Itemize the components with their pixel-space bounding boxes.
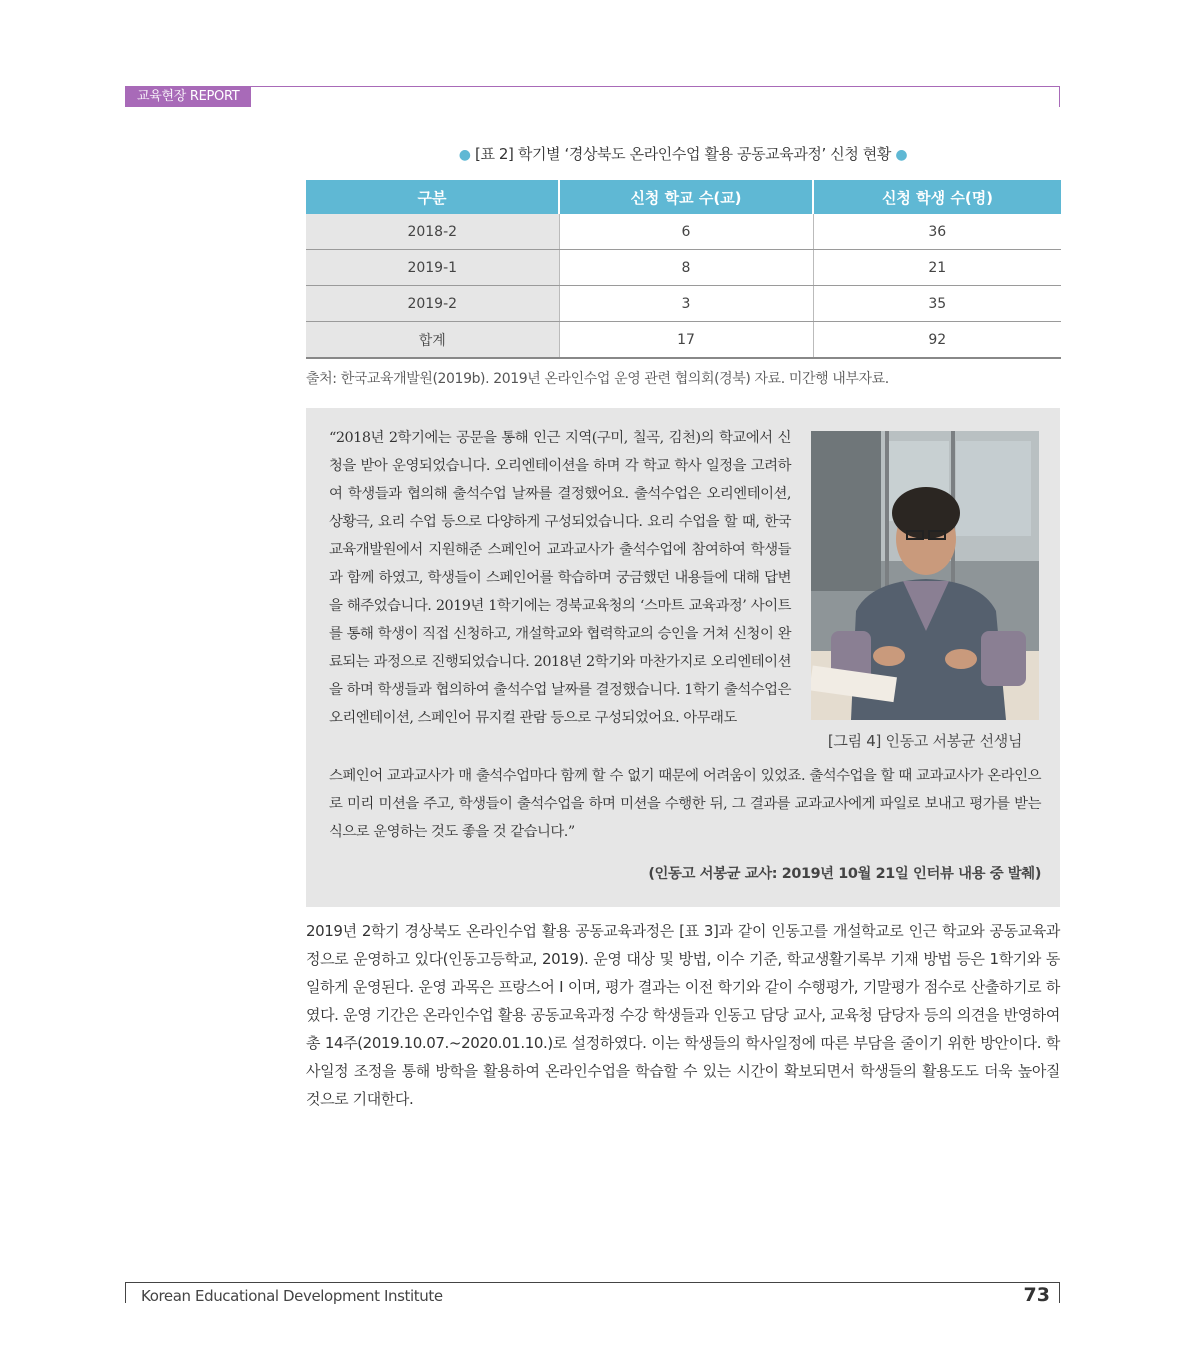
header-rule-end bbox=[1059, 86, 1060, 107]
header-rule bbox=[248, 86, 1060, 87]
table-cell: 2018-2 bbox=[306, 214, 559, 250]
table-caption-text: [표 2] 학기별 ‘경상북도 온라인수업 활용 공동교육과정’ 신청 현황 bbox=[475, 145, 891, 163]
table-cell: 합계 bbox=[306, 322, 559, 359]
table-caption bbox=[306, 143, 1060, 164]
table-source: 출처: 한국교육개발원(2019b). 2019년 온라인수업 운영 관련 협의회(경북) 자료. 미간행 내부자료. bbox=[306, 371, 889, 387]
table-row-total bbox=[306, 322, 1061, 359]
bullet-icon: ● bbox=[458, 147, 471, 163]
table-row bbox=[306, 250, 1061, 286]
teacher-photo bbox=[811, 431, 1039, 720]
footer-rule bbox=[125, 1282, 1060, 1283]
teacher-photo-image bbox=[811, 431, 1039, 720]
table-cell: 2019-2 bbox=[306, 286, 559, 322]
table-cell: 35 bbox=[813, 286, 1061, 322]
table-row bbox=[306, 286, 1061, 322]
interview-source: (인동고 서봉균 교사: 2019년 10월 21일 인터뷰 내용 중 발췌) bbox=[648, 866, 1041, 882]
table-cell: 6 bbox=[559, 214, 813, 250]
body-paragraph: 2019년 2학기 경상북도 온라인수업 활용 공동교육과정은 [표 3]과 같이 인동고를 개설학교로 인근 학교와 공동교육과정으로 운영하고 있다(인동고등학교, 2019). 운영 대상 및 방법, 이수 기준, 학교생활기록부 기재 방법 등은 1학기와 동일하게 운영된다. 운영 과목은 프랑스어 I 이며, 평가 결과는 이전 학기와 같이 수행평가, 기말평가 점수로 산출하기로 하였다. 운영 기간은 온라인수업 활용 공동교육과정 수강 학생들과 인동고 담당 교사, 교육청 담당자 등의 의견을 반영하여 총 14주(2019.10.07.~2020.01.10.)로 설정하였다. 이는 학생들의 학사일정에 따른 부담을 줄이기 위한 방안이다. 학사일정 조정을 통해 방학을 활용하여 온라인수업을 학습할 수 있는 시간이 확보되면서 학생들의 활용도도 더욱 높아질 것으로 기대한다. bbox=[306, 922, 1060, 1108]
column-header: 신청 학생 수(명) bbox=[813, 180, 1061, 214]
table-cell: 36 bbox=[813, 214, 1061, 250]
section-tag: 교육현장 REPORT bbox=[125, 86, 251, 107]
table-cell: 92 bbox=[813, 322, 1061, 359]
footer-institute: Korean Educational Development Institute bbox=[141, 1287, 443, 1305]
footer-rule-end bbox=[1059, 1282, 1060, 1303]
table-row bbox=[306, 214, 1061, 250]
table-cell: 17 bbox=[559, 322, 813, 359]
column-header: 신청 학교 수(교) bbox=[559, 180, 813, 214]
table-cell: 2019-1 bbox=[306, 250, 559, 286]
table-cell: 21 bbox=[813, 250, 1061, 286]
interview-quote-part2: 스페인어 교과교사가 매 출석수업마다 함께 할 수 없기 때문에 어려움이 있었죠. 출석수업을 할 때 교과교사가 온라인으로 미리 미션을 주고, 학생들이 출석수업을 하며 미션을 수행한 뒤, 그 결과를 교과교사에게 파일로 보내고 평가를 받는 식으로 운영하는 것도 좋을 것 같습니다.” bbox=[329, 768, 1041, 840]
interview-quote-part1: “2018년 2학기에는 공문을 통해 인근 지역(구미, 칠곡, 김천)의 학교에서 신청을 받아 운영되었습니다. 오리엔테이션을 하며 각 학교 학사 일정을 고려하여 학생들과 협의해 출석수업 날짜를 결정했어요. 출석수업은 오리엔테이션, 상황극, 요리 수업 등으로 다양하게 구성되었습니다. 요리 수업을 할 때, 한국교육개발원에서 지원해준 스페인어 교과교사가 출석수업에 참여하여 학생들과 함께 하였고, 학생들이 스페인어를 학습하며 궁금했던 내용들에 대해 답변을 해주었습니다. 2019년 1학기에는 경북교육청의 ‘스마트 교육과정’ 사이트를 통해 학생이 직접 신청하고, 개설학교와 협력학교의 승인을 거쳐 신청이 완료되는 과정으로 진행되었습니다. 2018년 2학기와 마찬가지로 오리엔테이션을 하며 학생들과 협의하여 출석수업 날짜를 결정했습니다. 1학기 출석수업은 오리엔테이션, 스페인어 뮤지컬 관람 등으로 구성되었어요. 아무래도 bbox=[329, 430, 791, 726]
application-status-table bbox=[306, 180, 1061, 359]
table-cell: 3 bbox=[559, 286, 813, 322]
footer-rule-start bbox=[125, 1282, 126, 1303]
photo-caption: [그림 4] 인동고 서봉균 선생님 bbox=[827, 732, 1023, 750]
table-cell: 8 bbox=[559, 250, 813, 286]
page-number: 73 bbox=[1023, 1284, 1050, 1306]
bullet-icon: ● bbox=[895, 147, 908, 163]
column-header: 구분 bbox=[306, 180, 559, 214]
